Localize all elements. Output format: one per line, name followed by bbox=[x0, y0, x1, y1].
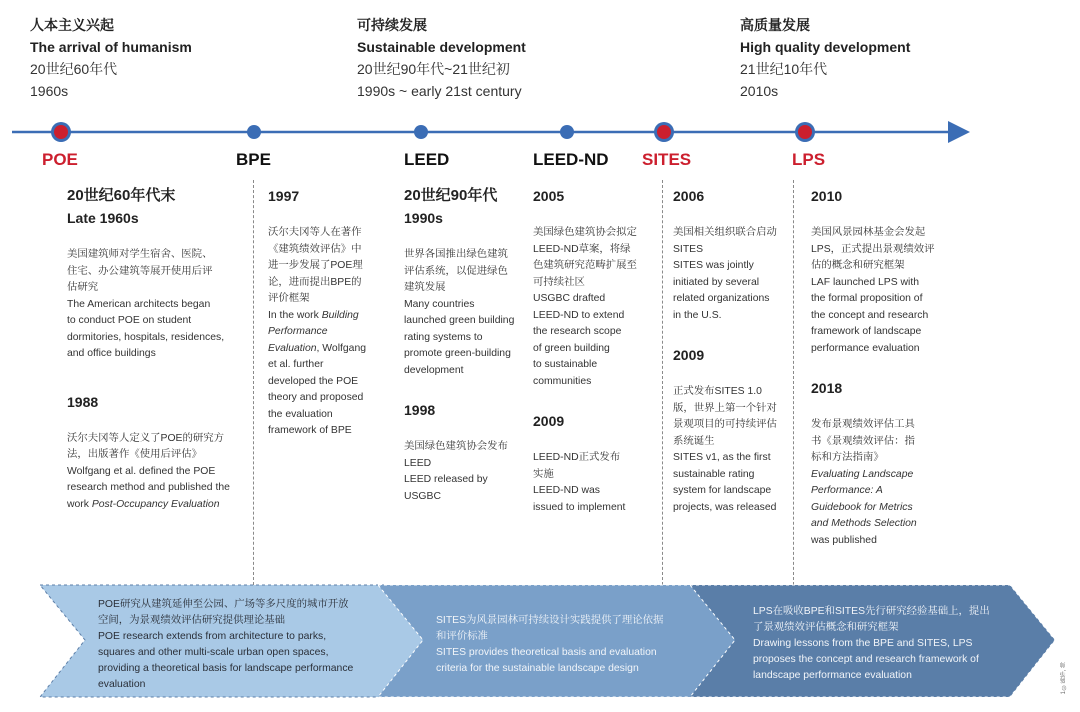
event-text bbox=[673, 384, 791, 516]
column-poe bbox=[67, 185, 249, 513]
era-high-quality bbox=[740, 14, 910, 102]
text-line bbox=[811, 467, 951, 484]
event-text bbox=[811, 417, 951, 549]
text-line: related organizations bbox=[673, 293, 770, 304]
year-heading: 2009 bbox=[533, 413, 565, 429]
text-line bbox=[268, 308, 380, 325]
year-heading-en: 1990s bbox=[404, 210, 443, 226]
text-line: 沃尔夫冈等人定义了POE的研究方 bbox=[67, 432, 225, 444]
text-line: sustainable rating bbox=[673, 468, 755, 480]
text-line: 书《景观绩效评估：指 bbox=[811, 435, 915, 447]
text-line: of green building bbox=[533, 342, 610, 354]
text-line bbox=[811, 516, 951, 533]
text-line: the concept and research bbox=[811, 309, 929, 321]
text-line: issued to implement bbox=[533, 501, 626, 513]
text-line: 住宅、办公建筑等展开使用后评 bbox=[67, 265, 213, 277]
text-line: 美国风景园林基金会发起 bbox=[811, 227, 926, 238]
text-line: The American architects began bbox=[67, 298, 211, 310]
text-line: system for landscape bbox=[673, 485, 772, 496]
band-lps-text bbox=[753, 604, 1023, 684]
text-line: 法，出版著作《使用后评估》 bbox=[67, 449, 203, 460]
text-line: Wolfgang et al. defined the POE bbox=[67, 465, 216, 477]
year-heading: 1998 bbox=[404, 402, 436, 418]
text-line: research method and published the bbox=[67, 482, 230, 493]
text-line: was published bbox=[811, 534, 877, 546]
milestone-dot-poe bbox=[51, 122, 71, 142]
era-humanism bbox=[30, 14, 192, 102]
era-decade-en: 1960s bbox=[30, 83, 69, 99]
text-line: framework of BPE bbox=[268, 425, 352, 436]
era-decade-en: 2010s bbox=[740, 83, 779, 99]
book-title: Evaluation bbox=[268, 342, 317, 354]
column-divider bbox=[662, 180, 663, 585]
timeline-axis bbox=[0, 118, 1080, 148]
band-poe-text bbox=[98, 597, 388, 693]
text-line: framework of landscape bbox=[811, 326, 922, 337]
text-line: evaluation bbox=[98, 679, 146, 690]
event-text bbox=[67, 247, 249, 363]
text-line: 世界各国推出绿色建筑 bbox=[404, 249, 508, 260]
text-line: 景观项目的可持续评估 bbox=[673, 419, 777, 430]
text-line: 了景观绩效评估概念和研究框架 bbox=[753, 622, 899, 633]
text-line: squares and other multi-scale urban open spaces, bbox=[98, 647, 329, 658]
event-text bbox=[67, 431, 249, 514]
text-line bbox=[811, 500, 951, 517]
text-line: the evaluation bbox=[268, 408, 333, 420]
text-line: in the U.S. bbox=[673, 309, 722, 321]
text-line: launched green building bbox=[404, 315, 515, 326]
event-text bbox=[404, 247, 528, 379]
text-line-part: work bbox=[67, 498, 92, 510]
milestone-label-sites: SITES bbox=[642, 150, 692, 169]
milestone-dot-leed bbox=[414, 125, 428, 139]
text-line: 沃尔夫冈等人在著作 bbox=[268, 227, 362, 238]
text-line: 正式发布SITES 1.0 bbox=[673, 386, 762, 397]
text-line bbox=[811, 483, 951, 500]
milestone-label-lps: LPS bbox=[792, 150, 826, 169]
event-text bbox=[404, 439, 528, 505]
text-line: development bbox=[404, 364, 464, 376]
text-line: LEED-ND正式发布 bbox=[533, 452, 621, 463]
year-heading: 2005 bbox=[533, 188, 565, 204]
text-line: 美国绿色建筑协会拟定 bbox=[533, 227, 637, 238]
text-line: the formal proposition of bbox=[811, 293, 923, 304]
text-line: 建筑发展 bbox=[404, 282, 446, 293]
text-line: dormitories, hospitals, residences, bbox=[67, 331, 225, 343]
text-line: Drawing lessons from the BPE and SITES, LPS bbox=[753, 638, 973, 649]
text-line: rating systems to bbox=[404, 331, 483, 343]
text-line: Many countries bbox=[404, 298, 475, 310]
band-sites-text bbox=[436, 613, 706, 677]
text-line: 空间，为景观绩效评估研究提供理论基础 bbox=[98, 615, 286, 626]
text-line: 标和方法指南》 bbox=[811, 452, 884, 463]
year-heading-en: Late 1960s bbox=[67, 210, 139, 226]
column-lps bbox=[811, 185, 951, 549]
text-line: and office buildings bbox=[67, 348, 156, 359]
text-line: SITES bbox=[673, 243, 704, 255]
text-line bbox=[268, 341, 380, 358]
text-line: SITES v1, as the first bbox=[673, 452, 771, 463]
column-divider bbox=[253, 180, 254, 585]
event-text bbox=[673, 225, 791, 324]
text-line: to sustainable bbox=[533, 359, 598, 370]
year-heading: 2018 bbox=[811, 380, 843, 396]
text-line: 美国相关组织联合启动 bbox=[673, 227, 777, 238]
text-line: POE research extends from architecture to parks, bbox=[98, 631, 327, 642]
text-line: SITES was jointly bbox=[673, 260, 754, 271]
text-line-part: In the work bbox=[268, 309, 322, 321]
column-leed bbox=[404, 185, 528, 505]
milestone-label-bpe: BPE bbox=[236, 150, 271, 169]
book-title: Guidebook for Metrics bbox=[811, 501, 913, 513]
year-heading: 2006 bbox=[673, 188, 705, 204]
year-heading: 20世纪60年代末 bbox=[67, 187, 176, 204]
text-line: POE研究从建筑延伸至公园、广场等多尺度的城市开放 bbox=[98, 599, 349, 610]
text-line: providing a theoretical basis for landscape performance bbox=[98, 663, 354, 674]
column-leed-nd bbox=[533, 185, 657, 516]
era-decade-zh: 20世纪60年代 bbox=[30, 61, 118, 77]
text-line: LPS在吸收BPE和SITES先行研究经验基础上，提出 bbox=[753, 606, 990, 617]
milestone-label-poe: POE bbox=[42, 150, 78, 169]
era-title-en: The arrival of humanism bbox=[30, 39, 192, 55]
text-line: 美国绿色建筑协会发布 bbox=[404, 441, 508, 452]
era-decade-en: 1990s ~ early 21st century bbox=[357, 83, 522, 99]
text-line: et al. further bbox=[268, 359, 324, 370]
text-line: 估的概念和研究框架 bbox=[811, 260, 905, 271]
text-line: LEED bbox=[404, 457, 432, 469]
milestone-dot-bpe bbox=[247, 125, 261, 139]
era-title-zh: 高质量发展 bbox=[740, 17, 810, 33]
text-line: 评价框架 bbox=[268, 293, 310, 304]
year-heading: 1997 bbox=[268, 188, 300, 204]
book-title: Building bbox=[321, 309, 359, 321]
text-line bbox=[268, 324, 380, 341]
text-line: promote green-building bbox=[404, 348, 511, 359]
text-line: 实施 bbox=[533, 468, 554, 480]
era-decade-zh: 21世纪10年代 bbox=[740, 61, 828, 77]
text-line: USGBC bbox=[404, 490, 441, 502]
column-bpe bbox=[268, 185, 380, 440]
text-line: 版，世界上第一个针对 bbox=[673, 402, 777, 414]
text-line: theory and proposed bbox=[268, 392, 364, 403]
text-line: LEED-ND was bbox=[533, 485, 600, 496]
text-line: 估研究 bbox=[67, 282, 99, 293]
text-line: proposes the concept and research framework of bbox=[753, 654, 979, 665]
text-line: 色建筑研究范畴扩展至 bbox=[533, 260, 637, 271]
year-heading: 20世纪90年代 bbox=[404, 187, 498, 204]
text-line: LAF launched LPS with bbox=[811, 276, 920, 288]
image-credit: 1 ©陈筝, 帅 bbox=[1061, 661, 1067, 694]
event-text bbox=[533, 225, 657, 390]
text-line: criteria for the sustainable landscape design bbox=[436, 663, 639, 674]
year-heading: 2010 bbox=[811, 188, 843, 204]
event-text bbox=[533, 450, 657, 516]
era-decade-zh: 20世纪90年代~21世纪初 bbox=[357, 61, 510, 77]
text-line: LPS，正式提出景观绩效评 bbox=[811, 243, 935, 255]
milestone-label-leed-nd: LEED-ND bbox=[533, 150, 609, 169]
text-line: initiated by several bbox=[673, 276, 760, 288]
column-sites bbox=[673, 185, 791, 516]
text-line: communities bbox=[533, 375, 592, 387]
text-line: 系统诞生 bbox=[673, 435, 715, 447]
text-line: landscape performance evaluation bbox=[753, 670, 912, 681]
text-line: 美国建筑师对学生宿舍、医院、 bbox=[67, 249, 213, 260]
axis-arrow-head bbox=[948, 121, 970, 143]
text-line: 进一步发展了POE理 bbox=[268, 260, 363, 271]
text-line: 《建筑绩效评估》中 bbox=[268, 243, 362, 255]
milestone-dot-lps bbox=[795, 122, 815, 142]
era-title-en: High quality development bbox=[740, 39, 911, 55]
book-title: Performance: A bbox=[811, 485, 883, 496]
year-heading: 2009 bbox=[673, 347, 705, 363]
text-line: 发布景观绩效评估工具 bbox=[811, 419, 915, 430]
text-line: USGBC drafted bbox=[533, 293, 606, 304]
event-text bbox=[268, 225, 380, 440]
era-sustainable bbox=[357, 14, 526, 102]
text-line: SITES provides theoretical basis and evaluation bbox=[436, 647, 657, 658]
text-line: developed the POE bbox=[268, 375, 359, 387]
year-heading: 1988 bbox=[67, 393, 99, 410]
text-line: 论，进而提出BPE的 bbox=[268, 276, 362, 288]
milestone-dot-sites bbox=[654, 122, 674, 142]
column-divider bbox=[793, 180, 794, 585]
text-line: to conduct POE on student bbox=[67, 315, 192, 326]
text-line: LEED released by bbox=[404, 474, 488, 485]
book-title: Performance bbox=[268, 326, 328, 337]
book-title: and Methods Selection bbox=[811, 518, 917, 529]
text-line: 评估系统，以促进绿色 bbox=[404, 265, 508, 277]
era-title-zh: 人本主义兴起 bbox=[30, 17, 114, 33]
text-line bbox=[67, 497, 249, 514]
text-line-part: , Wolfgang bbox=[316, 342, 367, 354]
book-title: Evaluating Landscape bbox=[811, 468, 914, 480]
text-line: projects, was released bbox=[673, 501, 777, 513]
era-title-zh: 可持续发展 bbox=[357, 17, 427, 33]
text-line: performance evaluation bbox=[811, 342, 920, 354]
text-line: SITES为风景园林可持续设计实践提供了理论依据 bbox=[436, 615, 664, 626]
text-line: LEED-ND草案，将绿 bbox=[533, 243, 631, 255]
text-line: LEED-ND to extend bbox=[533, 309, 625, 321]
event-text bbox=[811, 225, 951, 357]
text-line: the research scope bbox=[533, 326, 622, 337]
era-title-en: Sustainable development bbox=[357, 39, 526, 55]
book-title: Post-Occupancy Evaluation bbox=[91, 498, 220, 510]
milestone-dot-leed-nd bbox=[560, 125, 574, 139]
milestone-label-leed: LEED bbox=[404, 150, 450, 169]
text-line: 和评价标准 bbox=[436, 631, 488, 642]
text-line: 可持续社区 bbox=[533, 276, 585, 288]
